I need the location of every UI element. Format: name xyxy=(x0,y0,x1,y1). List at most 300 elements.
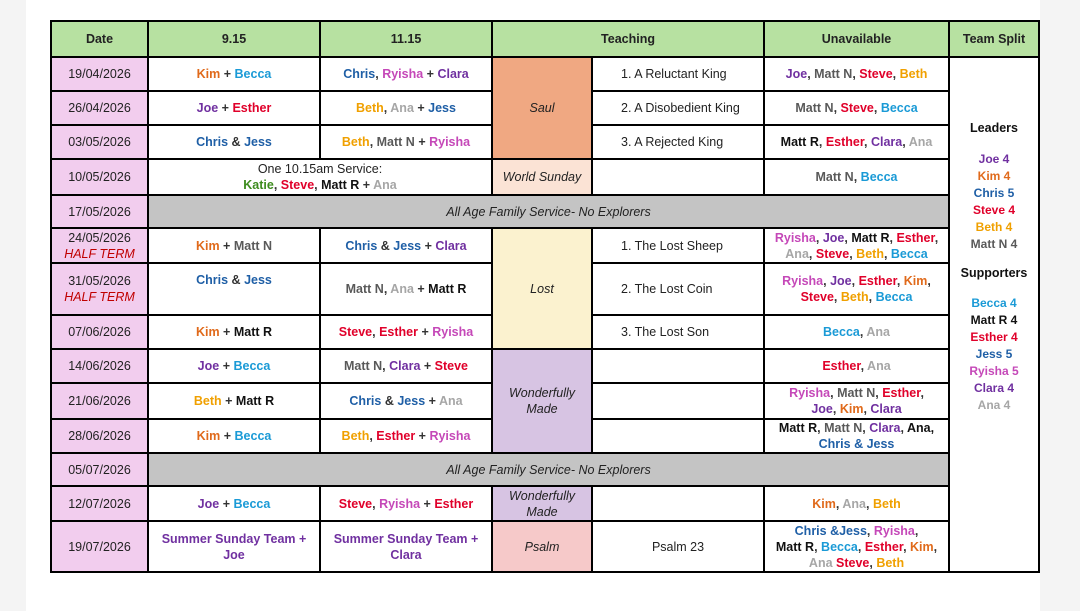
separator: + xyxy=(420,496,435,511)
separator: + xyxy=(417,325,433,339)
person-name: Kim xyxy=(196,429,221,443)
person-name: Matt N xyxy=(343,359,383,373)
person-name: Beth xyxy=(341,429,370,443)
separator: + xyxy=(218,101,233,115)
unavailable-cell xyxy=(764,159,949,195)
unavailable-line xyxy=(768,289,945,305)
unavailable-line xyxy=(768,436,945,452)
person-name: Joe xyxy=(197,496,220,511)
service-line: One 10.15am Service: xyxy=(257,162,383,176)
separator: , xyxy=(832,402,840,416)
date-cell xyxy=(51,228,148,263)
series-wonderfully-made-2 xyxy=(492,486,592,521)
person-name: Joe xyxy=(197,359,220,373)
person-name: Ryisha xyxy=(432,325,474,339)
separator: + xyxy=(221,394,236,408)
separator: , xyxy=(868,290,876,304)
person-name: Jess xyxy=(244,273,272,287)
separator: + xyxy=(220,429,235,443)
supporters-list xyxy=(950,295,1038,414)
slot-1115 xyxy=(320,228,492,263)
date-cell: 10/05/2026 xyxy=(51,159,148,195)
separator: , xyxy=(369,135,377,149)
series-saul: Saul xyxy=(492,57,592,159)
date-text: 24/05/2026 xyxy=(68,230,131,245)
team-member-count: Becca 4 xyxy=(971,296,1017,310)
unavailable-cell xyxy=(764,91,949,125)
unavailable-line xyxy=(768,100,945,116)
separator: , xyxy=(815,230,823,245)
separator: , xyxy=(372,496,380,511)
separator: , xyxy=(383,282,391,296)
unavailable-cell xyxy=(764,315,949,349)
unavailable-cell xyxy=(764,486,949,521)
date-cell: 12/07/2026 xyxy=(51,486,148,521)
team-member-count: Matt R 4 xyxy=(970,313,1018,327)
separator: , xyxy=(896,274,904,288)
separator: , xyxy=(914,523,919,538)
person-name: Ryisha xyxy=(774,230,816,245)
table-row xyxy=(51,228,1039,263)
separator: + xyxy=(413,282,429,296)
team-member-count: Clara 4 xyxy=(974,381,1015,395)
person-name: Kim xyxy=(903,274,928,288)
separator: + xyxy=(219,238,234,253)
slot-1115 xyxy=(320,486,492,521)
person-name: Clara xyxy=(870,402,902,416)
unavailable-line xyxy=(768,539,945,555)
lesson-cell: 1. The Lost Sheep xyxy=(592,228,764,263)
person-name: Ana xyxy=(390,101,414,115)
table-row xyxy=(51,453,1039,486)
header-teaching: Teaching xyxy=(492,21,764,57)
person-name: Matt R xyxy=(428,282,467,296)
unavailable-cell xyxy=(764,383,949,419)
separator: , xyxy=(835,496,843,511)
person-name: Esther xyxy=(376,429,416,443)
person-name: Kim xyxy=(195,238,220,253)
rota-table xyxy=(50,20,1040,573)
person-name: Kim xyxy=(812,496,836,511)
header-unavailable: Unavailable xyxy=(764,21,949,57)
date-cell: 05/07/2026 xyxy=(51,453,148,486)
date-cell: 19/04/2026 xyxy=(51,57,148,91)
separator: , xyxy=(375,67,383,81)
person-name: Becca xyxy=(880,101,918,115)
person-name: Ryisha xyxy=(379,496,421,511)
person-name: Esther xyxy=(882,386,921,400)
person-name: Beth xyxy=(840,290,869,304)
separator: + xyxy=(420,359,435,373)
person-name: Steve xyxy=(338,325,373,339)
unavailable-line xyxy=(768,358,945,374)
person-name: Matt N xyxy=(824,421,863,435)
unavailable-line xyxy=(768,496,945,512)
table-row xyxy=(51,349,1039,383)
supporters-heading: Supporters xyxy=(960,266,1028,280)
unavailable-line xyxy=(768,324,945,340)
unavailable-cell xyxy=(764,419,949,453)
person-name: Clara xyxy=(437,67,469,81)
slot-915 xyxy=(148,125,320,159)
unavailable-cell xyxy=(764,57,949,91)
person-name: Katie xyxy=(243,178,274,192)
date-cell: 17/05/2026 xyxy=(51,195,148,228)
person-name: Kim xyxy=(910,539,934,554)
slot-1115 xyxy=(320,419,492,453)
person-name: Becca xyxy=(890,246,928,261)
separator: , xyxy=(382,359,390,373)
separator: , xyxy=(818,135,826,149)
unavailable-line xyxy=(768,134,945,150)
person-name: Ana xyxy=(842,496,867,511)
series-world-sunday: World Sunday xyxy=(492,159,592,195)
team-member-count: Jess 5 xyxy=(975,347,1013,361)
person-name: Joe xyxy=(223,547,245,562)
team-member-count: Beth 4 xyxy=(975,220,1013,234)
separator: & xyxy=(228,273,245,287)
person-name: Becca xyxy=(233,496,271,511)
team-member-count: Steve 4 xyxy=(973,203,1016,217)
date-cell: 03/05/2026 xyxy=(51,125,148,159)
team-member-count: Ryisha 5 xyxy=(969,364,1019,378)
slot-1115 xyxy=(320,57,492,91)
table-row xyxy=(51,521,1039,572)
slot-915 xyxy=(148,349,320,383)
separator: , xyxy=(817,421,825,435)
unavailable-line xyxy=(768,555,945,571)
separator: & xyxy=(377,238,394,253)
person-name: Ryisha xyxy=(429,135,471,149)
series-psalm: Psalm xyxy=(492,521,592,572)
unavailable-cell xyxy=(764,349,949,383)
series-lost: Lost xyxy=(492,228,592,349)
date-cell: 07/06/2026 xyxy=(51,315,148,349)
person-name: Becca xyxy=(823,325,860,339)
slot-1115 xyxy=(320,383,492,419)
unavailable-line xyxy=(768,401,945,417)
person-name: Beth xyxy=(356,101,384,115)
separator: + xyxy=(413,101,429,115)
separator: , xyxy=(844,230,852,245)
person-name: Kim xyxy=(196,67,221,81)
separator: + xyxy=(415,429,430,443)
team-member-count: Ana 4 xyxy=(977,398,1011,412)
banner-cell: All Age Family Service- No Explorers xyxy=(148,453,949,486)
separator: , xyxy=(866,496,873,511)
separator: , xyxy=(892,67,900,81)
separator: , xyxy=(933,539,938,554)
unavailable-line xyxy=(768,169,945,185)
date-cell: 19/07/2026 xyxy=(51,521,148,572)
separator: , xyxy=(851,274,859,288)
person-name: Esther xyxy=(434,496,474,511)
person-name: Clara xyxy=(869,421,901,435)
person-name: Becca xyxy=(875,290,913,304)
banner-cell: All Age Family Service- No Explorers xyxy=(148,195,949,228)
separator: + xyxy=(421,238,436,253)
slot-915 xyxy=(148,315,320,349)
separator: , xyxy=(864,135,871,149)
person-name: Chris & Jess xyxy=(818,437,895,451)
half-term-note: HALF TERM xyxy=(64,246,135,261)
separator: , xyxy=(900,421,907,435)
unavailable-line xyxy=(768,523,945,539)
slot-915 xyxy=(148,91,320,125)
series-wonderfully-made xyxy=(492,349,592,453)
person-name: Ana xyxy=(438,394,463,408)
separator: , xyxy=(866,523,874,538)
separator: , xyxy=(927,274,931,288)
person-name: Summer Sunday Team + xyxy=(333,531,479,546)
separator: , xyxy=(807,67,815,81)
lesson-cell: 3. The Lost Son xyxy=(592,315,764,349)
table-row xyxy=(51,159,1039,195)
separator: + xyxy=(414,135,430,149)
person-name: Matt N xyxy=(837,386,876,400)
person-name: Joe xyxy=(811,402,833,416)
separator: & xyxy=(228,135,245,149)
separator: , xyxy=(873,101,881,115)
person-name: Esther xyxy=(864,539,904,554)
table-row xyxy=(51,57,1039,91)
separator: + xyxy=(219,325,234,339)
unavailable-cell xyxy=(764,125,949,159)
separator: , xyxy=(863,402,871,416)
unavailable-cell xyxy=(764,263,949,315)
person-name: Jess xyxy=(393,238,422,253)
unavailable-line xyxy=(768,246,945,262)
slot-1115 xyxy=(320,91,492,125)
person-name: Ryisha xyxy=(429,429,471,443)
person-name: Joe xyxy=(196,101,219,115)
person-name: Jess xyxy=(397,394,426,408)
team-member-count: Matt N 4 xyxy=(970,237,1018,251)
person-name: Chris &Jess xyxy=(794,523,867,538)
separator: , xyxy=(859,325,867,339)
separator: , xyxy=(875,386,883,400)
slot-1115 xyxy=(320,125,492,159)
slot-915 xyxy=(148,57,320,91)
person-name: Summer Sunday Team + xyxy=(161,531,307,546)
person-name: Chris xyxy=(196,135,229,149)
person-name: Matt N xyxy=(795,101,834,115)
slot-915 xyxy=(148,486,320,521)
header-date: Date xyxy=(51,21,148,57)
person-name: Joe xyxy=(822,230,845,245)
slot-1115 xyxy=(320,349,492,383)
separator: , xyxy=(883,246,891,261)
lesson-cell: 3. A Rejected King xyxy=(592,125,764,159)
person-name: Matt N xyxy=(815,170,854,184)
slot-1115 xyxy=(320,315,492,349)
leaders-heading: Leaders xyxy=(970,121,1018,135)
unavailable-line xyxy=(768,385,945,401)
person-name: Matt R xyxy=(235,394,275,408)
person-name: Becca xyxy=(233,359,271,373)
person-name: Clara xyxy=(435,238,467,253)
slot-915 xyxy=(148,263,320,315)
slot-915 xyxy=(148,419,320,453)
separator: , xyxy=(314,178,322,192)
slot-915 xyxy=(148,228,320,263)
table-row xyxy=(51,486,1039,521)
separator: , xyxy=(372,325,380,339)
person-name: Steve xyxy=(840,101,874,115)
slot-1115 xyxy=(320,263,492,315)
person-name: Jess xyxy=(428,101,456,115)
person-name: Matt R xyxy=(233,325,273,339)
separator: , xyxy=(857,539,865,554)
series-label: Wonderfully Made xyxy=(509,386,575,416)
person-name: Ryisha xyxy=(382,67,424,81)
lesson-cell xyxy=(592,383,764,419)
separator: + xyxy=(425,394,439,408)
separator: + xyxy=(220,67,235,81)
team-member-count: Kim 4 xyxy=(977,169,1011,183)
person-name: Beth xyxy=(899,67,928,81)
separator: , xyxy=(814,539,822,554)
date-text: 31/05/2026 xyxy=(68,274,131,288)
unavailable-line xyxy=(768,66,945,82)
separator: + xyxy=(219,496,234,511)
person-name: Clara xyxy=(870,135,903,149)
service-team xyxy=(152,177,488,193)
header-row xyxy=(51,21,1039,57)
person-name: Matt R xyxy=(321,178,360,192)
team-member-count: Esther 4 xyxy=(970,330,1018,344)
person-name: Esther xyxy=(858,274,897,288)
date-cell xyxy=(51,263,148,315)
person-name: Steve xyxy=(836,555,870,570)
separator: , xyxy=(853,170,861,184)
separator: & xyxy=(381,394,398,408)
person-name: Becca xyxy=(234,67,272,81)
slot-915 xyxy=(148,383,320,419)
person-name: Matt R xyxy=(780,135,819,149)
person-name: Ana xyxy=(373,178,397,192)
lesson-cell xyxy=(592,159,764,195)
separator: , xyxy=(889,230,897,245)
person-name: Ana xyxy=(808,555,837,570)
series-label: Wonderfully Made xyxy=(509,488,575,519)
person-name: Jess xyxy=(244,135,272,149)
person-name: Chris xyxy=(345,238,378,253)
person-name: Beth xyxy=(341,135,370,149)
separator: , xyxy=(902,135,909,149)
person-name: Becca xyxy=(860,170,898,184)
person-name: Chris xyxy=(349,394,382,408)
person-name: Becca xyxy=(234,429,272,443)
person-name: Joe xyxy=(785,67,808,81)
separator: + xyxy=(423,67,438,81)
person-name: Matt R xyxy=(775,539,815,554)
person-name: Beth xyxy=(193,394,222,408)
person-name: Chris xyxy=(196,273,229,287)
header-915: 9.15 xyxy=(148,21,320,57)
person-name: Ana xyxy=(390,282,414,296)
person-name: Beth xyxy=(856,246,884,261)
team-member-count: Joe 4 xyxy=(978,152,1010,166)
lesson-cell xyxy=(592,419,764,453)
separator: , xyxy=(860,359,868,373)
person-name: Ryisha xyxy=(782,274,824,288)
date-cell: 28/06/2026 xyxy=(51,419,148,453)
separator: , xyxy=(830,386,838,400)
lesson-cell: 2. A Disobedient King xyxy=(592,91,764,125)
lesson-cell: 2. The Lost Coin xyxy=(592,263,764,315)
person-name: Kim xyxy=(839,402,864,416)
header-1115: 11.15 xyxy=(320,21,492,57)
unavailable-line xyxy=(768,273,945,289)
person-name: Becca xyxy=(821,539,858,554)
team-split-panel xyxy=(949,57,1039,572)
person-name: Matt N xyxy=(233,238,273,253)
separator: , xyxy=(369,429,377,443)
person-name: Steve xyxy=(280,178,315,192)
team-member-count: Chris 5 xyxy=(973,186,1015,200)
separator: , xyxy=(273,178,281,192)
unavailable-cell xyxy=(764,521,949,572)
person-name: Joe xyxy=(830,274,852,288)
table-row xyxy=(51,195,1039,228)
date-cell: 21/06/2026 xyxy=(51,383,148,419)
header-team-split: Team Split xyxy=(949,21,1039,57)
leaders-list xyxy=(950,151,1038,253)
separator: , xyxy=(934,230,939,245)
person-name: Matt N xyxy=(376,135,415,149)
person-name: Clara xyxy=(389,359,421,373)
separator: , xyxy=(852,67,860,81)
separator: , xyxy=(869,555,877,570)
person-name: Ana, xyxy=(907,421,935,435)
slot-1115 xyxy=(320,521,492,572)
separator: , xyxy=(808,246,816,261)
person-name: Esther xyxy=(896,230,935,245)
unavailable-cell xyxy=(764,228,949,263)
separator: , xyxy=(862,421,870,435)
separator: + xyxy=(359,178,374,192)
person-name: Matt N xyxy=(814,67,853,81)
person-name: Esther xyxy=(379,325,418,339)
person-name: Esther xyxy=(822,359,861,373)
combined-service-cell xyxy=(148,159,492,195)
person-name: Matt R xyxy=(851,230,890,245)
person-name: Ana xyxy=(867,359,891,373)
separator: , xyxy=(849,246,857,261)
lesson-cell xyxy=(592,349,764,383)
slot-915 xyxy=(148,521,320,572)
person-name: Ana xyxy=(908,135,933,149)
lesson-cell xyxy=(592,486,764,521)
date-cell: 14/06/2026 xyxy=(51,349,148,383)
person-name: Ryisha xyxy=(873,523,915,538)
person-name: Steve xyxy=(800,290,834,304)
unavailable-line xyxy=(768,230,945,246)
person-name: Chris xyxy=(343,67,376,81)
person-name: Ana xyxy=(785,246,809,261)
person-name: Ryisha xyxy=(789,386,831,400)
person-name: Ana xyxy=(866,325,890,339)
person-name: Beth xyxy=(872,496,901,511)
person-name: Esther xyxy=(232,101,272,115)
person-name: Kim xyxy=(195,325,220,339)
separator: , xyxy=(823,274,831,288)
separator: , xyxy=(833,290,841,304)
person-name: Esther xyxy=(825,135,865,149)
person-name: Steve xyxy=(434,359,469,373)
person-name: Steve xyxy=(815,246,850,261)
